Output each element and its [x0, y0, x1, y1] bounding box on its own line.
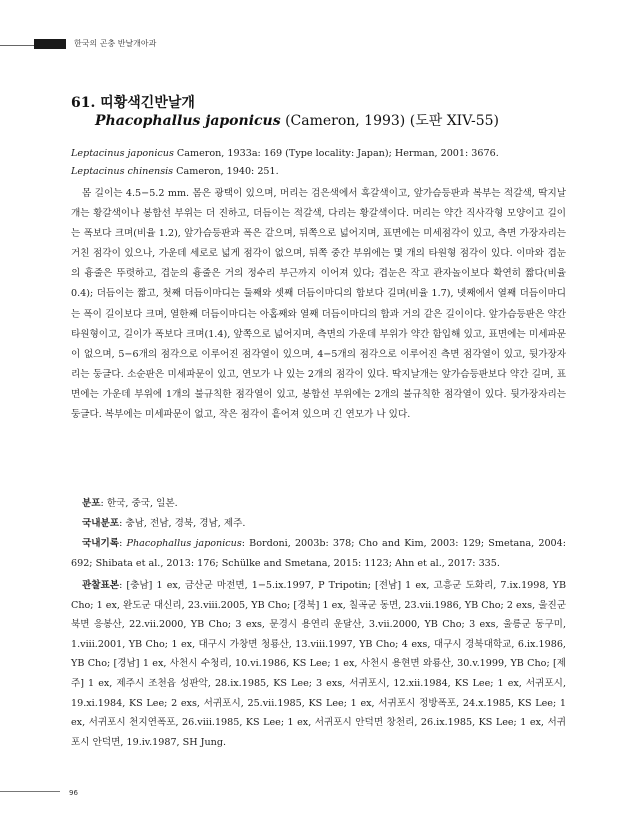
species-number: 61. — [71, 95, 96, 111]
page-number: 96 — [69, 789, 78, 797]
domestic-records-paragraph: 국내기록: Phacophallus japonicus: Bordoni, 2003b: 378; Cho and Kim, 2003: 129; Smetana, 2004: 692; Shibata et al., 2013: 176; Schülke and Smetana, 2015: 1123; Ahn et al., 2017: 335. — [71, 538, 566, 569]
synonym-name: Leptacinus japonicus — [71, 148, 174, 159]
synonym-line — [71, 148, 499, 159]
synonym-citation: Cameron, 1940: 251. — [173, 166, 279, 177]
domestic-records-species: Phacophallus japonicus — [126, 538, 242, 549]
domestic-records-text: : Bordoni, 2003b: 378; Cho and Kim, 2003: 129; Smetana, 2004: 692; Shibata et al., 2013: 176; Schülke and Smetana, 2015: 1123; Ahn et al., 2017: 335. — [71, 538, 566, 569]
header-bar — [34, 39, 66, 49]
description-paragraph: 몸 길이는 4.5−5.2 mm. 몸은 광택이 있으며, 머리는 검은색에서 흑갈색이고, 앞가슴등판과 복부는 적갈색, 딱지날개는 황갈색이나 봉합선 부위는 더 진하고, 더듬이는 적갈색, 다리는 황갈색이다. 머리는 약간 직사각형 모양이고 길이는 폭보다 크며(비율 1.2), 앞가슴등판과 폭은 같으며, 뒤쪽으로 넓어지며, 표면에는 미세점각이 있고, 측면 가장자리는 거친 점각이 있으나, 가운데 세로로 넓게 점각이 없으며, 뒤쪽 중간 부위에는 몇 개의 타원형 점각이 있다. 이마와 겹눈의 흉줄은 뚜렷하고, 겹눈의 흉줄은 거의 정수리 부근까지 이어져 있다; 겹눈은 작고 관자놀이보다 확연히 짧다(비율 0.4); 더듬이는 짧고, 첫째 더듬이마디는 둘째와 셋째 더듬이마디의 합보다 길며(비율 1.7), 넷째에서 열째 더듬이마디는 폭이 길이보다 크며, 열한째 더듬이마디는 아홉째와 열째 더듬이마디의 합과 거의 같은 길이이다. 앞가슴등판은 약간 타원형이고, 길이가 폭보다 크며(1.4), 앞쪽으로 넓어지며, 측면의 가운데 부위가 약간 함입해 있고, 표면에는 미세파문이 없으며, 5−6개의 점각으로 이루어진 점각열이 있으며, 4−5개의 점각으로 이루어진 측면 점각열이 있고, 뒷가장자리는 둥글다. 소순판은 미세파문이 있고, 연모가 나 있는 2개의 점각이 있다. 딱지날개는 앞가슴등판보다 약간 길며, 표면에는 가운데 부위에 1개의 불규칙한 점각열이 있고, 봉합선 부위에는 2개의 불규칙한 점각열이 있다. 뒷가장자리는 둥글다. 복부에는 미세파문이 없고, 작은 점각이 흩어져 있으며 긴 연모가 나 있다. — [71, 188, 566, 421]
distribution-text: : 한국, 중국, 일본. — [100, 498, 178, 509]
header-rule — [0, 45, 34, 46]
synonym-line — [71, 166, 279, 177]
specimens-text: : [충남] 1 ex, 금산군 마전면, 1−5.ix.1997, P Tripotin; [전남] 1 ex, 고흥군 도화리, 7.ix.1998, YB Cho; 1 ex, 완도군 대신리, 23.viii.2005, YB Cho; [경북] 1 ex, 칠곡군 동면, 23.vii.1986, YB Cho; 2 exs, 울진군 북면 응봉산, 22.vii.2000, YB Cho; 3 exs, 문경시 용연리 운달산, 3.vii.2000, YB Cho; 3 exs, 울릉군 동구미, 1.viii.2001, YB Cho; 1 ex, 대구시 가창면 청룡산, 13.viii.1997, YB Cho; 4 exs, 대구시 경북대학교, 6.ix.1986, YB Cho; [경남] 1 ex, 사천시 수청리, 10.vi.1986, KS Lee; 1 ex, 사천시 용현면 와룡산, 30.v.1999, YB Cho; [제주] 1 ex, 제주시 조천읍 성판악, 28.ix.1985, KS Lee; 3 exs, 서귀포시, 12.xii.1984, KS Lee; 1 ex, 서귀포시, 19.xi.1984, KS Lee; 2 exs, 서귀포시, 25.vii.1985, KS Lee; 1 ex, 서귀포시 정방폭포, 24.x.1985, KS Lee; 1 ex, 서귀포시 천지연폭포, 26.viii.1985, KS Lee; 1 ex, 서귀포시 안덕면 창천리, 26.ix.1985, KS Lee; 1 ex, 서귀포시 안덕면, 19.iv.1987, SH Jung. — [71, 580, 566, 748]
plate-reference: (도판 XIV-55) — [409, 113, 500, 129]
domestic-distribution-label: 국내분포 — [82, 518, 120, 529]
synonym-name: Leptacinus chinensis — [71, 166, 174, 177]
domestic-distribution-text: : 충남, 전남, 경북, 경남, 제주. — [119, 518, 246, 529]
species-author: (Cameron, 1993) — [285, 113, 406, 129]
domestic-distribution-line — [71, 514, 566, 534]
synonym-citation: Cameron, 1933a: 169 (Type locality: Japan); Herman, 2001: 3676. — [173, 148, 499, 159]
species-title — [71, 92, 195, 112]
species-korean-name: 띠황색긴반날개 — [100, 95, 195, 111]
distribution-label: 분포 — [82, 498, 101, 509]
running-header: 한국의 곤충 반날개아과 — [74, 39, 157, 48]
specimens-label: 관찰표본 — [82, 580, 120, 591]
footer-rule — [0, 791, 60, 792]
specimens-paragraph — [71, 576, 566, 752]
scientific-name: Phacophallus japonicus — [95, 113, 281, 129]
domestic-records-label: 국내기록 — [82, 538, 120, 549]
distribution-line — [71, 494, 566, 514]
species-scientific-line — [95, 110, 499, 130]
